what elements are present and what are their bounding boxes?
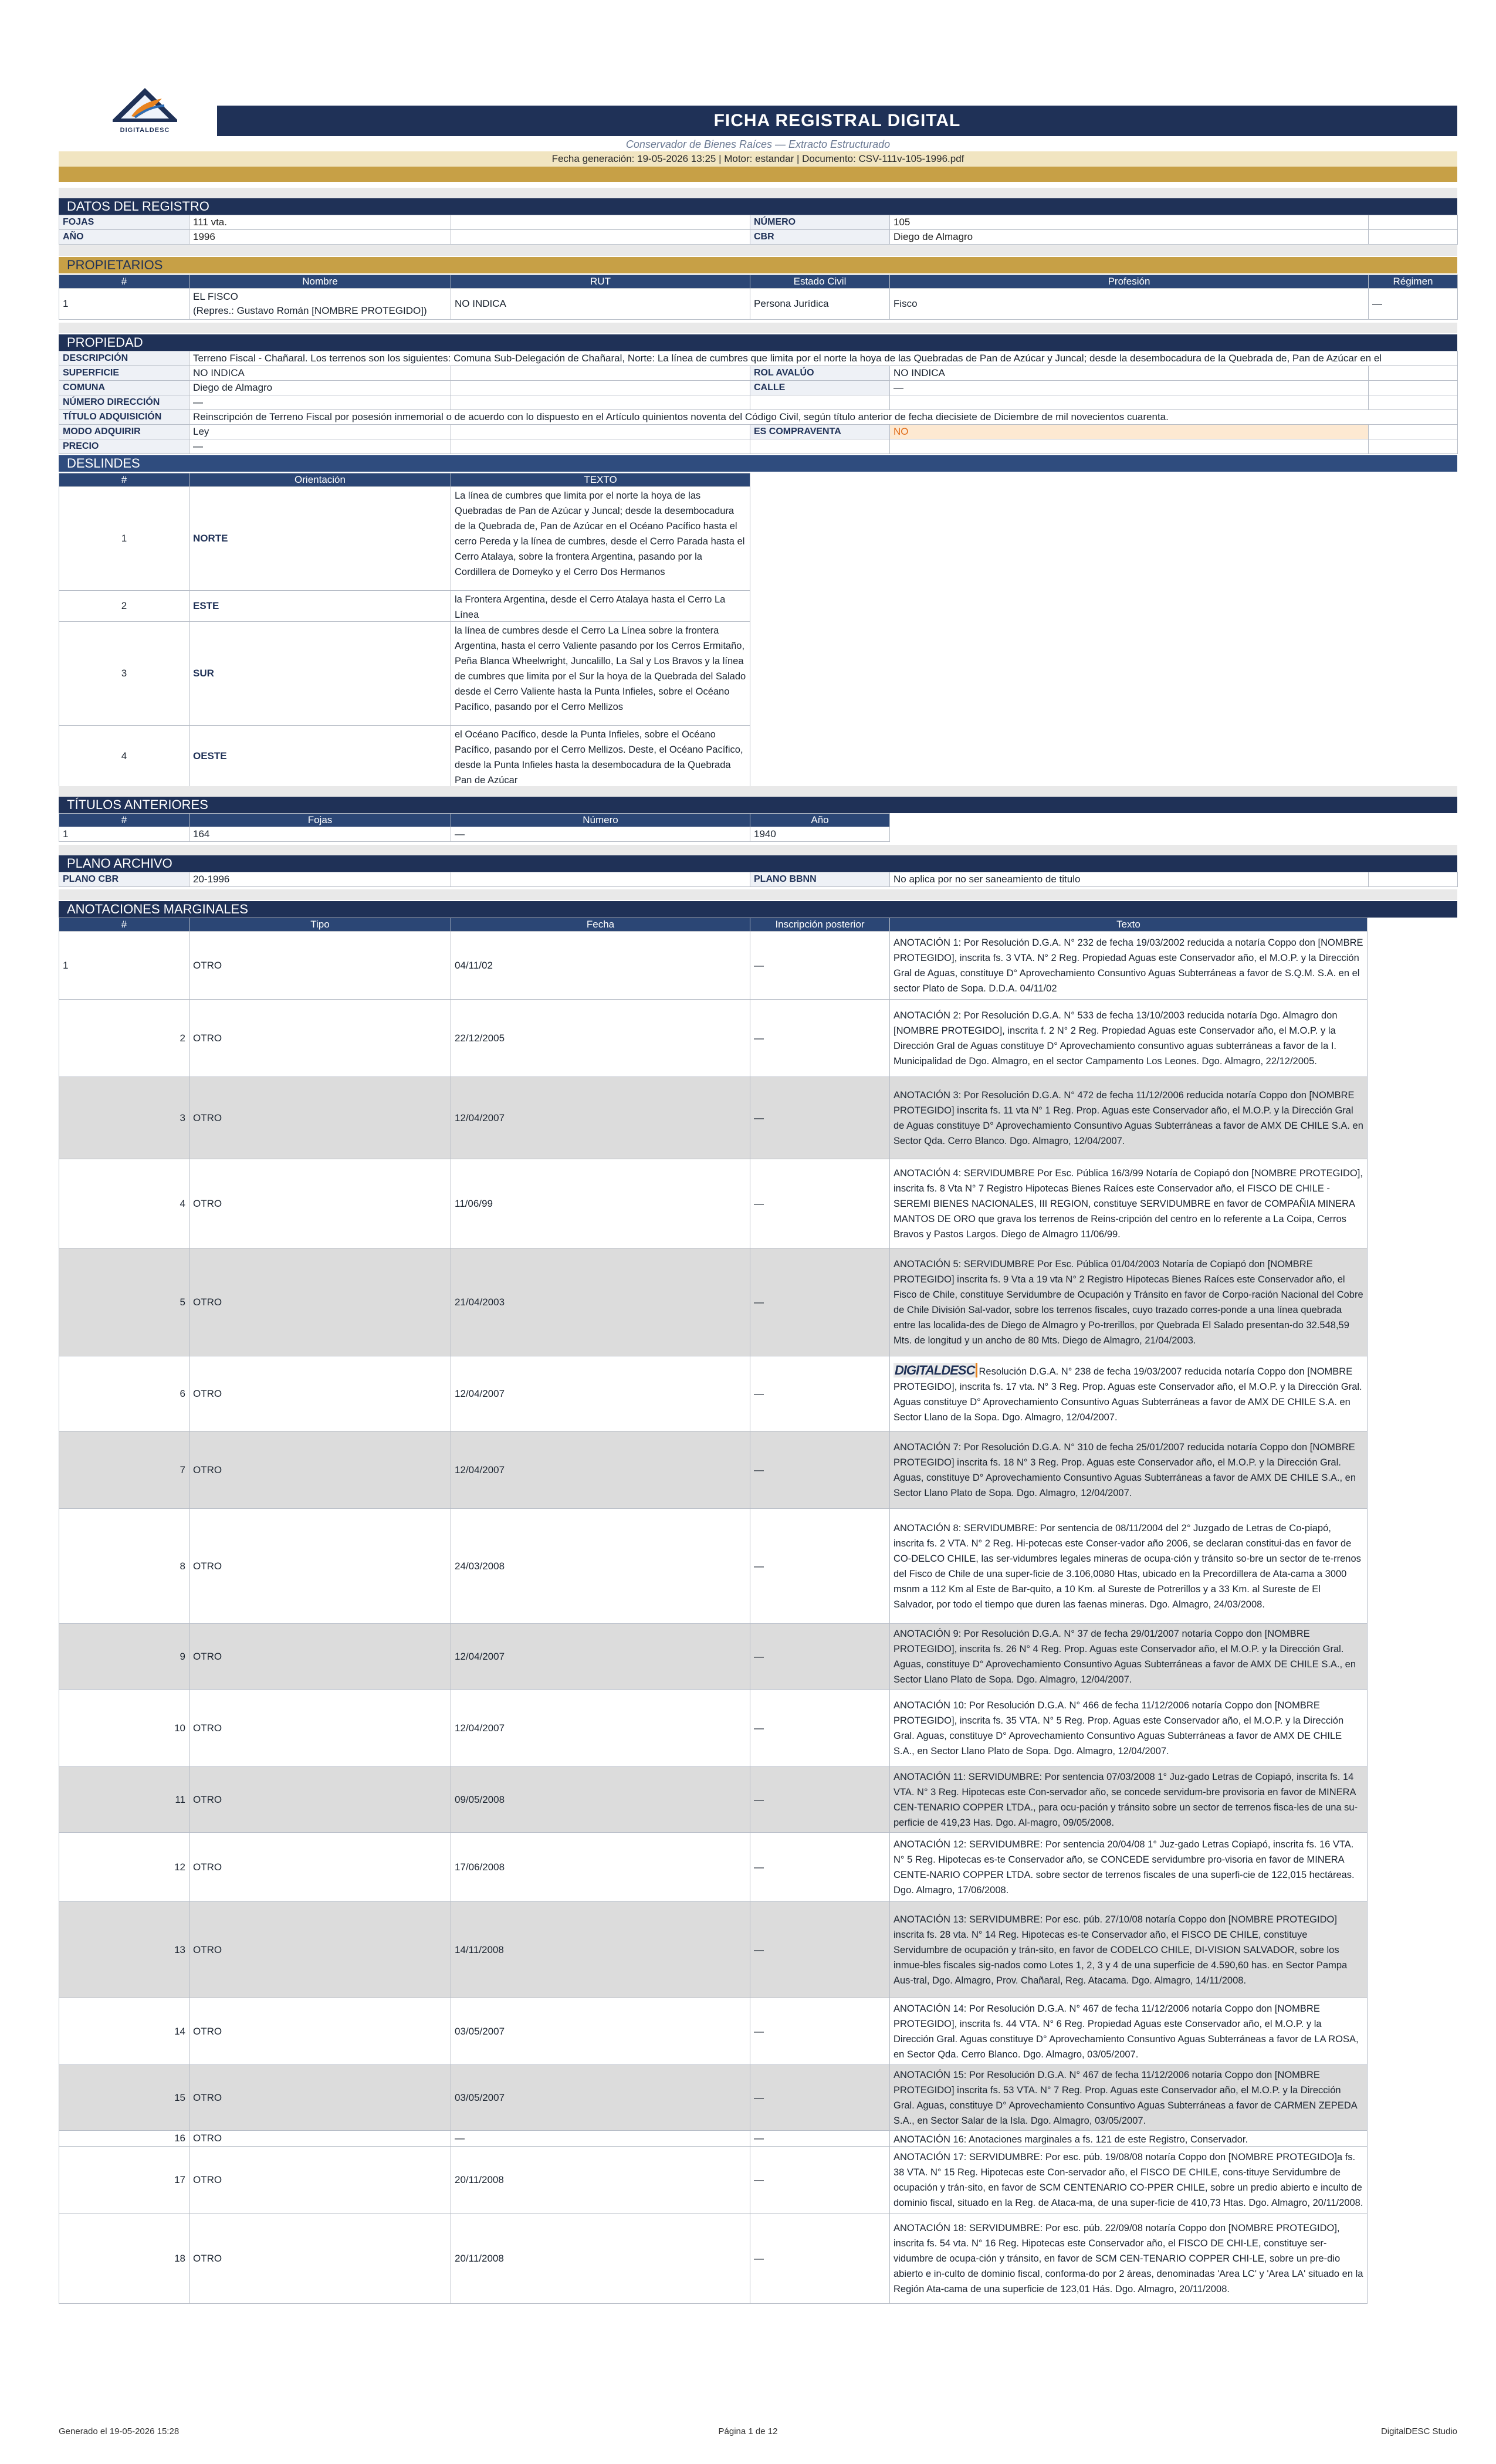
table-row xyxy=(59,1767,1368,1833)
plano-bbnn-value: No aplica por no ser saneamiento de titulo xyxy=(890,872,1369,887)
col-header: Año xyxy=(750,814,890,827)
anotacion-inscripcion: — xyxy=(750,1624,890,1690)
anotacion-index: 10 xyxy=(59,1690,189,1767)
table-row xyxy=(59,2131,1368,2147)
anotacion-fecha: 03/05/2007 xyxy=(451,1998,750,2065)
deslinde-index: 3 xyxy=(59,622,189,726)
anotacion-tipo: OTRO xyxy=(189,1077,451,1159)
empty-cell xyxy=(1369,395,1458,410)
anotacion-texto-cell xyxy=(890,1690,1368,1767)
anotacion-tipo: OTRO xyxy=(189,1690,451,1767)
comuna-value: Diego de Almagro xyxy=(189,381,451,395)
empty-cell xyxy=(750,439,890,454)
table-row xyxy=(59,1833,1368,1902)
anotacion-tipo: OTRO xyxy=(189,1000,451,1077)
section-title-anotaciones: ANOTACIONES MARGINALES xyxy=(59,901,1457,918)
anotacion-fecha: 04/11/02 xyxy=(451,932,750,1000)
anotacion-texto-cell xyxy=(890,1998,1368,2065)
modo-value: Ley xyxy=(189,425,451,439)
numdir-value: — xyxy=(189,395,451,410)
deslinde-orientacion: NORTE xyxy=(189,487,451,591)
anotacion-texto: ANOTACIÓN 15: Por Resolución D.G.A. N° 467 de fecha 11/12/2006 notaría Coppo don [NOMBRE PROTEGIDO] inscrita fs. 53 VTA. N° 7 Reg. Prop. Aguas este Conservador año, el M.O.P. y la Dirección Gral. Aguas, constituye D° Aprovechamiento Consuntivo Aguas Subterráneas a favor de CARMEN ZEPEDA S.A., en Sector Salar de la Isla. Dgo. Almagro, 03/05/2007. xyxy=(893,2069,1357,2126)
empty-cell xyxy=(1369,872,1458,887)
owner-estado-civil: Persona Jurídica xyxy=(750,289,890,320)
titulo-value: Reinscripción de Terreno Fiscal por posesión inmemorial o de acuerdo con lo dispuesto en el Artículo quinientos noventa del Código Civil, según título anterior de fecha diecisiete de Diciembre de mil novecientos cuarenta. xyxy=(189,410,1458,425)
owner-profesion: Fisco xyxy=(890,289,1369,320)
anotacion-texto: ANOTACIÓN 13: SERVIDUMBRE: Por esc. púb. 27/10/08 notaría Coppo don [NOMBRE PROTEGIDO] inscrita fs. 28 vta. N° 14 Reg. Hipotecas es-te Conservador año, el FISCO DE CHILE, constituye Servidumbre de ocupación y trán-sito, en favor de CODELCO CHILE, DI-VISION SALVADOR, sobre los inmue-bles fiscales sig-nados como Lotes 1, 2, 3 y 4 de una superficie de 4.590,60 has. en Sector Pampa Aus-tral, Dgo. Almagro, Prov. Chañaral, Reg. Atacama. Dgo. Almagro, 14/11/2008. xyxy=(893,1914,1348,1986)
col-header: Texto xyxy=(890,918,1368,932)
anotacion-index: 11 xyxy=(59,1767,189,1833)
anotacion-inscripcion: — xyxy=(750,1690,890,1767)
anotacion-inscripcion: — xyxy=(750,1159,890,1248)
anotacion-index: 14 xyxy=(59,1998,189,2065)
cbr-value: Diego de Almagro xyxy=(890,230,1369,245)
col-header: Estado Civil xyxy=(750,275,890,289)
spacer xyxy=(59,845,1457,855)
table-row xyxy=(59,1509,1368,1624)
empty-cell xyxy=(451,425,750,439)
comuna-label: COMUNA xyxy=(59,381,189,395)
anotacion-texto: ANOTACIÓN 5: SERVIDUMBRE Por Esc. Pública 01/04/2003 Notaría de Copiapó don [NOMBRE PROTEGIDO] inscrita fs. 9 Vta a 19 vta N° 2 Registro Hipotecas Bienes Raíces este Conservador año, el Fisco de Chile, constituye Servidumbre de Ocupación y Tránsito en favor de Corpo-ración Nacional del Cobre de Chile División Sal-vador, sobre los terrenos fiscales, cuyo trazado corres-ponde a una línea quebrada entre las localida-des de Diego de Almagro y Po-trerillos, por Quebrada El Salado presentan-do 32.548,59 Mts. de longitud y un ancho de 80 Mts. Diego de Almagro, 21/04/2003. xyxy=(893,1258,1363,1346)
compraventa-label: ES COMPRAVENTA xyxy=(750,425,890,439)
col-header: # xyxy=(59,473,189,487)
registro-table xyxy=(59,215,1458,245)
deslinde-orientacion: SUR xyxy=(189,622,451,726)
generation-meta-bar xyxy=(59,151,1457,167)
section-title-propiedad: PROPIEDAD xyxy=(59,334,1457,351)
anotacion-fecha: 12/04/2007 xyxy=(451,1690,750,1767)
plano-table xyxy=(59,872,1458,887)
anotacion-fecha: 20/11/2008 xyxy=(451,2147,750,2213)
numero-value: 105 xyxy=(890,215,1369,230)
anotacion-texto: ANOTACIÓN 11: SERVIDUMBRE: Por sentencia 07/03/2008 1° Juz-gado Letras de Copiapó, inscrita fs. 14 VTA. N° 3 Reg. Hipotecas este Con-servador año, se concede servidum-bre provisoria en favor de MINERA CEN-TENARIO COPPER LTDA., para ocu-pación y tránsito sobre un sector de terrenos fisca-les de una su-perficie de 419,23 Has. Dgo. Al-magro, 09/05/2008. xyxy=(893,1771,1358,1828)
numero-label: NÚMERO xyxy=(750,215,890,230)
modo-label: MODO ADQUIRIR xyxy=(59,425,189,439)
anotacion-inscripcion: — xyxy=(750,1000,890,1077)
col-header: Régimen xyxy=(1369,275,1458,289)
anotacion-index: 5 xyxy=(59,1248,189,1356)
anotacion-texto: ANOTACIÓN 7: Por Resolución D.G.A. N° 310 de fecha 25/01/2007 reducida notaría Coppo don [NOMBRE PROTEGIDO] inscrita fs. 18 N° 3 Reg. Prop. Aguas este Conservador año, el M.O.P. y la Dirección Gral. Aguas, constituye D° Aprovechamiento Consuntivo Aguas Subterráneas a favor de AMX DE CHILE S.A., en Sector Llano Plato de Sopa. Dgo. Almagro, 12/04/2007. xyxy=(893,1441,1356,1498)
anotacion-index: 16 xyxy=(59,2131,189,2147)
titulo-label: TÍTULO ADQUISICIÓN xyxy=(59,410,189,425)
document-title-bar xyxy=(217,106,1457,136)
col-header: Inscripción posterior xyxy=(750,918,890,932)
anotacion-tipo: OTRO xyxy=(189,1248,451,1356)
propiedad-table xyxy=(59,351,1458,454)
anotacion-inscripcion: — xyxy=(750,2131,890,2147)
anotacion-texto-cell xyxy=(890,1767,1368,1833)
anotacion-tipo: OTRO xyxy=(189,1624,451,1690)
table-row xyxy=(59,827,890,842)
titulo-fojas: 164 xyxy=(189,827,451,842)
table-row xyxy=(59,726,750,787)
rol-label: ROL AVALÚO xyxy=(750,366,890,381)
empty-cell xyxy=(750,395,890,410)
anotacion-inscripcion: — xyxy=(750,2213,890,2304)
anotacion-texto-cell xyxy=(890,2131,1368,2147)
document-subtitle: Conservador de Bienes Raíces — Extracto Estructurado xyxy=(625,138,891,150)
anotacion-inscripcion: — xyxy=(750,1833,890,1902)
anotacion-inscripcion: — xyxy=(750,1998,890,2065)
titulos-table xyxy=(59,813,890,842)
deslinde-texto: la línea de cumbres desde el Cerro La Línea sobre la frontera Argentina, hasta el cerro Valiente pasando por los Cerros Ermitaño, Peña Blanca Wheelwright, Juncalillo, La Sal y Los Bravos y la línea de cumbres que limita por el Sur la hoya de la Quebrada del Salado desde el Cerro Valiente hasta la Punta Infieles, sobre el Océano Pacífico, pasando por el Cerro Mellizos xyxy=(455,625,746,712)
anotacion-index: 8 xyxy=(59,1509,189,1624)
deslinde-texto-cell xyxy=(451,487,750,591)
anotacion-texto-cell xyxy=(890,1624,1368,1690)
anotacion-texto-cell xyxy=(890,2147,1368,2213)
anotacion-index: 9 xyxy=(59,1624,189,1690)
anotacion-index: 6 xyxy=(59,1356,189,1431)
col-header: RUT xyxy=(451,275,750,289)
empty-cell xyxy=(451,439,750,454)
anotacion-tipo: OTRO xyxy=(189,1767,451,1833)
anotacion-index: 2 xyxy=(59,1000,189,1077)
logo xyxy=(101,83,189,137)
deslindes-table xyxy=(59,473,750,787)
titulo-numero: — xyxy=(451,827,750,842)
compraventa-value: NO xyxy=(890,425,1369,439)
owner-rut: NO INDICA xyxy=(451,289,750,320)
table-row xyxy=(59,2147,1368,2213)
descripcion-value: Terreno Fiscal - Chañaral. Los terrenos son los siguientes: Comuna Sub-Delegación de Chañaral, Norte: La línea de cumbres que limita por el norte la hoya de las Quebradas de Pan de Azúcar y Juncal; desde la desembocadura de la Quebrada de, Pan de Azúcar en el xyxy=(189,351,1458,366)
anotacion-texto-cell xyxy=(890,1077,1368,1159)
empty-cell xyxy=(1369,230,1458,245)
anotaciones-table xyxy=(59,918,1368,2304)
table-row xyxy=(59,289,1458,320)
anotacion-texto-cell xyxy=(890,1248,1368,1356)
fojas-value: 111 vta. xyxy=(189,215,451,230)
table-row xyxy=(59,1077,1368,1159)
empty-cell xyxy=(1369,425,1458,439)
anotacion-index: 4 xyxy=(59,1159,189,1248)
deslinde-index: 2 xyxy=(59,591,189,622)
deslinde-index: 1 xyxy=(59,487,189,591)
col-header: Nombre xyxy=(189,275,451,289)
anotacion-texto-cell xyxy=(890,1000,1368,1077)
anotacion-fecha: 22/12/2005 xyxy=(451,1000,750,1077)
deslinde-texto-cell xyxy=(451,726,750,787)
empty-cell xyxy=(451,366,750,381)
anotacion-texto-cell xyxy=(890,1431,1368,1509)
propietarios-table xyxy=(59,275,1458,320)
anotacion-texto-cell xyxy=(890,1356,1368,1431)
anotacion-texto: ANOTACIÓN 1: Por Resolución D.G.A. N° 232 de fecha 19/03/2002 reducida a notaría Coppo don [NOMBRE PROTEGIDO], inscrita fs. 3 VTA. N° 2 Reg. Propiedad Aguas este Conservador año, el M.O.P. y la Dirección Gral de Aguas, constituye D° Aprovechamiento Consuntivo Aguas Subterráneas a favor de S.Q.M. S.A. en el sector Plato de Sopa. D.D.A. 04/11/02 xyxy=(893,937,1363,994)
spacer xyxy=(59,323,1457,333)
anotacion-fecha: 21/04/2003 xyxy=(451,1248,750,1356)
anotacion-tipo: OTRO xyxy=(189,2213,451,2304)
col-header: Tipo xyxy=(189,918,451,932)
anotacion-index: 12 xyxy=(59,1833,189,1902)
anotacion-texto-cell xyxy=(890,1833,1368,1902)
anotacion-tipo: OTRO xyxy=(189,932,451,1000)
cbr-label: CBR xyxy=(750,230,890,245)
spacer xyxy=(59,786,1457,797)
generation-meta: Fecha generación: 19-05-2026 13:25 | Motor: estandar | Documento: CSV-111v-105-1996.pdf xyxy=(551,153,964,164)
footer-page-number: Página 1 de 12 xyxy=(718,2426,778,2436)
table-row xyxy=(59,487,750,591)
spacer xyxy=(59,245,1457,256)
table-row xyxy=(59,1431,1368,1509)
anotacion-texto: ANOTACIÓN 16: Anotaciones marginales a fs. 121 de este Registro, Conservador. xyxy=(893,2134,1248,2145)
anotacion-fecha: 17/06/2008 xyxy=(451,1833,750,1902)
empty-cell xyxy=(451,872,750,887)
empty-cell xyxy=(1369,215,1458,230)
numdir-label: NÚMERO DIRECCIÓN xyxy=(59,395,189,410)
owner-name: EL FISCO xyxy=(193,291,238,302)
anotacion-index: 17 xyxy=(59,2147,189,2213)
precio-label: PRECIO xyxy=(59,439,189,454)
table-row xyxy=(59,1624,1368,1690)
anotacion-fecha: 11/06/99 xyxy=(451,1159,750,1248)
col-header: Número xyxy=(451,814,750,827)
anotacion-index: 13 xyxy=(59,1902,189,1998)
anotacion-fecha: 20/11/2008 xyxy=(451,2213,750,2304)
logo-text: DIGITALDESC xyxy=(120,127,170,134)
anotacion-inscripcion: — xyxy=(750,1431,890,1509)
col-header: # xyxy=(59,275,189,289)
anotacion-fecha: 12/04/2007 xyxy=(451,1356,750,1431)
anotacion-fecha: — xyxy=(451,2131,750,2147)
anotacion-texto: ANOTACIÓN 9: Por Resolución D.G.A. N° 37 de fecha 29/01/2007 notaría Coppo don [NOMBRE PROTEGIDO], inscrita fs. 26 N° 4 Reg. Prop. Aguas este Conservador año, el M.O.P. y la Dirección Gral. Aguas, constituye D° Aprovechamiento Consuntivo Aguas Subterráneas a favor de AMX DE CHILE S.A., en Sector Llano Plato de Sopa. Dgo. Almagro, 12/04/2007. xyxy=(893,1628,1356,1685)
anotacion-texto: ANOTACIÓN 12: SERVIDUMBRE: Por sentencia 20/04/08 1° Juz-gado Letras Copiapó, inscrita fs. 16 VTA. N° 5 Reg. Hipotecas es-te Conservador año, se CONCEDE servidumbre pro-visoria en favor de MINERA CENTE-NARIO COPPER LTDA. sobre sector de terrenos fiscales de una superfi-cie de 122,015 hectáreas. Dgo. Almagro, 17/06/2008. xyxy=(893,1839,1355,1896)
col-header: TEXTO xyxy=(451,473,750,487)
anotacion-fecha: 12/04/2007 xyxy=(451,1077,750,1159)
section-title-titulos: TÍTULOS ANTERIORES xyxy=(59,797,1457,813)
table-row xyxy=(59,1000,1368,1077)
empty-cell xyxy=(451,230,750,245)
anotacion-texto-cell xyxy=(890,2213,1368,2304)
anotacion-texto-cell xyxy=(890,932,1368,1000)
calle-value: — xyxy=(890,381,1369,395)
table-row xyxy=(59,591,750,622)
superficie-value: NO INDICA xyxy=(189,366,451,381)
empty-cell xyxy=(1369,439,1458,454)
anotacion-index: 15 xyxy=(59,2065,189,2131)
empty-cell xyxy=(451,215,750,230)
plano-cbr-value: 20-1996 xyxy=(189,872,451,887)
anotacion-inscripcion: — xyxy=(750,1077,890,1159)
anotacion-inscripcion: — xyxy=(750,2147,890,2213)
anotacion-tipo: OTRO xyxy=(189,1509,451,1624)
anotacion-texto: ANOTACIÓN 17: SERVIDUMBRE: Por esc. púb. 19/08/08 notaría Coppo don [NOMBRE PROTEGIDO]a fs. 38 VTA. N° 15 Reg. Hipotecas este Con-servador año, el FISCO DE CHILE, cons-tituye Servidumbre de ocupación y trán-sito, en favor de SCM CENTENARIO CO-PPER CHILE, sobre un predio abierto e inculto de dominio fiscal, situado en la Reg. de Ataca-ma, de una super-ficie de 410,73 Htas. Dgo. Almagro, 20/11/2008. xyxy=(893,2151,1363,2208)
empty-cell xyxy=(1369,366,1458,381)
anotacion-tipo: OTRO xyxy=(189,1833,451,1902)
deslinde-texto: la Frontera Argentina, desde el Cerro Atalaya hasta el Cerro La Línea xyxy=(455,594,726,620)
section-title-propietarios: PROPIETARIOS xyxy=(59,257,1457,273)
anotacion-texto: ANOTACIÓN 8: SERVIDUMBRE: Por sentencia de 08/11/2004 del 2° Juzgado de Letras de Co-piapó, inscrita fs. 2 VTA. N° 2 Reg. Hi-potecas este Conser-vador año 2006, se declaran constitui-das en favor de CO-DELCO CHILE, las ser-vidumbres legales mineras de ocupa-ción y tránsito so-bre un sector de te-rrenos del Fisco de Chile de una super-ficie de 3.106,0080 Htas, ubicado en la Precordillera de Ata-cama a 3000 msnm a 112 Km al Este de Bar-quito, a 10 Km. al Sureste de Potrerillos y a 33 Km. al Sureste de El Salvador, por todo el tiempo que duren las faenas mineras. Dgo. Almagro, 24/03/2008. xyxy=(893,1522,1361,1610)
header-gold-rule xyxy=(59,167,1457,182)
descripcion-label: DESCRIPCIÓN xyxy=(59,351,189,366)
deslinde-texto: La línea de cumbres que limita por el norte la hoya de las Quebradas de Pan de Azúcar y Juncal; desde la desembocadura de la Quebrada de, Pan de Azúcar en el Océano Pacífico hasta el cerro Pereda y la línea de cumbres, desde el Cerro Parada hasta el Cerro Atalaya, sobre la frontera Argentina, pasando por la Cordillera de Domeyko y el Cerro Dos Hermanos xyxy=(455,490,745,577)
spacer xyxy=(59,889,1457,900)
anotacion-tipo: OTRO xyxy=(189,2147,451,2213)
anotacion-fecha: 09/05/2008 xyxy=(451,1767,750,1833)
table-row xyxy=(59,1998,1368,2065)
anotacion-tipo: OTRO xyxy=(189,1159,451,1248)
titulo-index: 1 xyxy=(59,827,189,842)
anio-value: 1996 xyxy=(189,230,451,245)
col-header: # xyxy=(59,918,189,932)
table-row xyxy=(59,2213,1368,2304)
col-header: Profesión xyxy=(890,275,1369,289)
titulo-anio: 1940 xyxy=(750,827,890,842)
deslinde-texto-cell xyxy=(451,622,750,726)
deslinde-orientacion: OESTE xyxy=(189,726,451,787)
deslinde-texto-cell xyxy=(451,591,750,622)
anotacion-fecha: 24/03/2008 xyxy=(451,1509,750,1624)
calle-label: CALLE xyxy=(750,381,890,395)
superficie-label: SUPERFICIE xyxy=(59,366,189,381)
empty-cell xyxy=(890,395,1369,410)
anotacion-index: 7 xyxy=(59,1431,189,1509)
anotacion-fecha: 14/11/2008 xyxy=(451,1902,750,1998)
owner-name-cell xyxy=(189,289,451,320)
section-title-plano: PLANO ARCHIVO xyxy=(59,855,1457,872)
document-title: FICHA REGISTRAL DIGITAL xyxy=(713,111,961,130)
anotacion-texto: ANOTACIÓN 14: Por Resolución D.G.A. N° 467 de fecha 11/12/2006 notaría Coppo don [NOMBRE PROTEGIDO], inscrita fs. 44 VTA. N° 6 Reg. Propiedad Aguas este Conservador año, el M.O.P. y la Dirección Gral. Aguas constituye D° Aprovechamiento Consuntivo Aguas Subterráneas a favor de LA ROSA, en Sector Qda. Cerro Blanco. Dgo. Almagro, 03/05/2007. xyxy=(893,2003,1359,2060)
owner-index: 1 xyxy=(59,289,189,320)
plano-bbnn-label: PLANO BBNN xyxy=(750,872,890,887)
section-title-registro: DATOS DEL REGISTRO xyxy=(59,198,1457,215)
table-row xyxy=(59,622,750,726)
section-title-deslindes: DESLINDES xyxy=(67,456,140,471)
anio-label: AÑO xyxy=(59,230,189,245)
anotacion-tipo: OTRO xyxy=(189,1902,451,1998)
anotacion-texto: ANOTACIÓN 4: SERVIDUMBRE Por Esc. Pública 16/3/99 Notaría de Copiapó don [NOMBRE PROTEGIDO], inscrita fs. 8 Vta N° 7 Registro Hipotecas Bienes Raíces este Conservador año, el FISCO DE CHILE - SEREMI BIENES NACIONALES, III REGION, constituye SERVIDUMBRE en favor de COMPAÑIA MINERA MANTOS DE ORO que grava los terrenos de Reins-cripción del centro en lo referente a La Coipa, Cerros Bravos y Pastos Largos. Diego de Almagro 11/06/99. xyxy=(893,1167,1363,1240)
anotacion-texto: ANOTACIÓN 2: Por Resolución D.G.A. N° 533 de fecha 13/10/2003 reducida notaría Dgo. Almagro don [NOMBRE PROTEGIDO], inscrita f. 2 N° 2 Reg. Propiedad Aguas este Conservador año, el M.O.P. y la Dirección Gral de Aguas constituye D° Aprovechamiento consuntivo aguas subterráneas a favor de la I. Municipalidad de Dgo. Almagro, en el sector Campamento Los Leones. Dgo. Almagro, 22/12/2005. xyxy=(893,1010,1338,1067)
anotacion-texto: Resolución D.G.A. N° 238 de fecha 19/03/2007 reducida notaría Coppo don [NOMBRE PROTEGIDO], inscrita fs. 17 vta. N° 3 Reg. Prop. Aguas este Conservador año, el M.O.P. y la Dirección Gral. Aguas constituye D° Aprovechamiento Consuntivo Aguas Subterráneas a favor de AMX DE CHILE S.A. en Sector Llano de la Sopa. Dgo. Almagro, 12/04/2007. xyxy=(893,1366,1362,1423)
anotacion-inscripcion: — xyxy=(750,1356,890,1431)
deslinde-texto: el Océano Pacífico, desde la Punta Infieles, sobre el Océano Pacífico, pasando por el Cerro Mellizos. Deste, el Océano Pacífico, desde la Punta Infieles hasta la desembocadura de la Quebrada Pan de Azúcar xyxy=(455,729,743,786)
anotacion-texto-cell xyxy=(890,2065,1368,2131)
anotacion-inscripcion: — xyxy=(750,932,890,1000)
owner-regimen: — xyxy=(1369,289,1458,320)
digitaldesc-stamp-image: DIGITALDESC xyxy=(893,1363,977,1377)
anotacion-fecha: 03/05/2007 xyxy=(451,2065,750,2131)
col-header: Fojas xyxy=(189,814,451,827)
anotacion-texto-cell xyxy=(890,1509,1368,1624)
anotacion-index: 3 xyxy=(59,1077,189,1159)
anotacion-fecha: 12/04/2007 xyxy=(451,1431,750,1509)
deslinde-index: 4 xyxy=(59,726,189,787)
deslindes-title-bar xyxy=(59,455,1457,472)
anotacion-inscripcion: — xyxy=(750,1248,890,1356)
anotacion-tipo: OTRO xyxy=(189,1998,451,2065)
anotacion-tipo: OTRO xyxy=(189,2131,451,2147)
col-header: Fecha xyxy=(451,918,750,932)
anotacion-index: 18 xyxy=(59,2213,189,2304)
spacer xyxy=(59,188,1457,198)
anotacion-texto-cell xyxy=(890,1902,1368,1998)
footer-generated: Generado el 19-05-2026 15:28 xyxy=(59,2426,180,2436)
table-row xyxy=(59,2065,1368,2131)
fojas-label: FOJAS xyxy=(59,215,189,230)
anotacion-texto-cell xyxy=(890,1159,1368,1248)
empty-cell xyxy=(890,439,1369,454)
anotacion-index: 1 xyxy=(59,932,189,1000)
table-row xyxy=(59,1159,1368,1248)
owner-representative: (Repres.: Gustavo Román [NOMBRE PROTEGIDO]) xyxy=(193,305,427,316)
anotacion-inscripcion: — xyxy=(750,1767,890,1833)
precio-value: — xyxy=(189,439,451,454)
anotacion-texto: ANOTACIÓN 10: Por Resolución D.G.A. N° 466 de fecha 11/12/2006 notaría Coppo don [NOMBRE PROTEGIDO], inscrita fs. 35 VTA. N° 5 Reg. Prop. Aguas este Conservador año, el M.O.P. y la Dirección Gral. Aguas, constituye D° Aprovechamiento Consuntivo Aguas Subterráneas a favor de AMX DE CHILE S.A., en Sector Llano Plato de Sopa. Dgo. Almagro, 12/04/2007. xyxy=(893,1700,1344,1756)
table-row xyxy=(59,1248,1368,1356)
anotacion-tipo: OTRO xyxy=(189,1356,451,1431)
deslinde-orientacion: ESTE xyxy=(189,591,451,622)
table-row xyxy=(59,932,1368,1000)
empty-cell xyxy=(451,381,750,395)
anotacion-fecha: 12/04/2007 xyxy=(451,1624,750,1690)
plano-cbr-label: PLANO CBR xyxy=(59,872,189,887)
table-row xyxy=(59,1690,1368,1767)
anotacion-texto: ANOTACIÓN 18: SERVIDUMBRE: Por esc. púb. 22/09/08 notaría Coppo don [NOMBRE PROTEGIDO], inscrita fs. 54 vta. N° 16 Reg. Hipotecas este Conservador año, el FISCO DE CHI-LE, constituye ser-vidumbre de ocupa-ción y tránsito, en favor de SCM CEN-TENARIO COPPER CHI-LE, sobre un pre-dio abierto e in-culto de dominio fiscal, conforma-do por 2 áreas, denominadas 'Area LC' y 'Area LA' situado en la Región Ata-cama de una superficie de 123,01 Hás. Dgo. Almagro, 20/11/2008. xyxy=(893,2222,1363,2294)
col-header: Orientación xyxy=(189,473,451,487)
empty-cell xyxy=(1369,381,1458,395)
table-row xyxy=(59,1356,1368,1431)
col-header: # xyxy=(59,814,189,827)
footer-brand: DigitalDESC Studio xyxy=(1380,2426,1457,2436)
anotacion-texto: ANOTACIÓN 3: Por Resolución D.G.A. N° 472 de fecha 11/12/2006 reducida notaría Coppo don [NOMBRE PROTEGIDO] inscrita fs. 11 vta N° 1 Reg. Prop. Aguas este Conservador año, el M.O.P. y la Dirección Gral de Aguas constituye D° Aprovechamiento Consuntivo Aguas Subterráneas a favor de AMX DE CHILE S.A. en Sector Qda. Cerro Blanco. Dgo. Almagro, 12/04/2007. xyxy=(893,1089,1363,1146)
anotacion-tipo: OTRO xyxy=(189,1431,451,1509)
anotacion-inscripcion: — xyxy=(750,2065,890,2131)
anotacion-tipo: OTRO xyxy=(189,2065,451,2131)
rol-value: NO INDICA xyxy=(890,366,1369,381)
empty-cell xyxy=(451,395,750,410)
anotacion-inscripcion: — xyxy=(750,1509,890,1624)
table-row xyxy=(59,1902,1368,1998)
anotacion-inscripcion: — xyxy=(750,1902,890,1998)
